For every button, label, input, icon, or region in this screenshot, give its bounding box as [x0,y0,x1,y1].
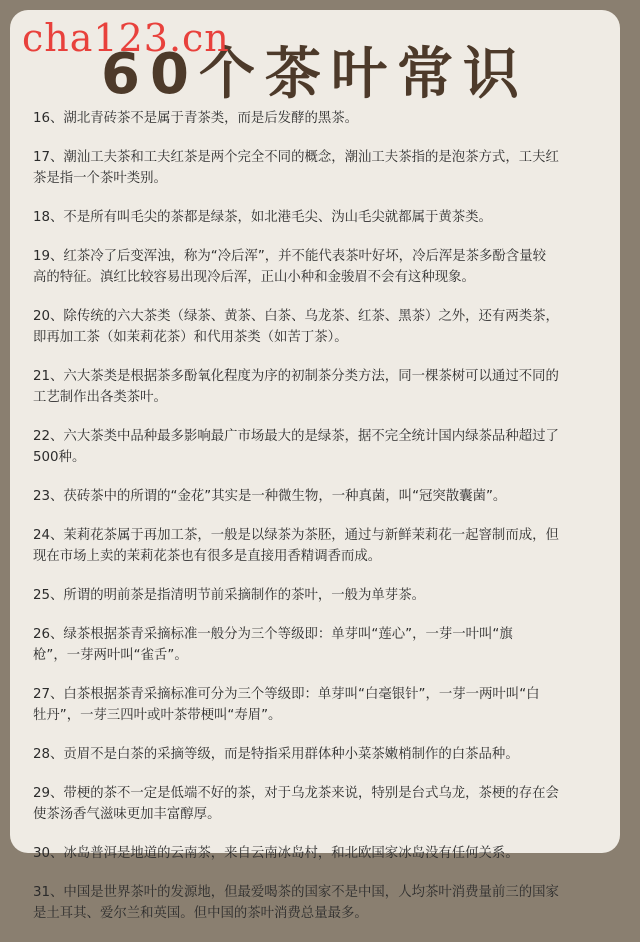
tip-item-23: 23、茯砖茶中的所谓的“金花”其实是一种微生物，一种真菌，叫“冠突散囊菌”。 [33,489,507,504]
tip-item-21: 21、六大茶类是根据茶多酚氧化程度为序的初制茶分类方法，同一棵茶树可以通过不同的 工艺制作出各类茶叶。 [33,369,559,405]
tip-item-16: 16、湖北青砖茶不是属于青茶类，而是后发酵的黑茶。 [33,111,359,126]
tip-item-28: 28、贡眉不是白茶的采摘等级，而是特指采用群体种小菜茶嫩梢制作的白茶品种。 [33,747,519,762]
tip-item-24: 24、茉莉花茶属于再加工茶，一般是以绿茶为茶胚，通过与新鲜茉莉花一起窨制而成，但 现在市场上卖的茉莉花茶也有很多是直接用香精调香而成。 [33,528,559,564]
tip-item-30: 30、冰岛普洱是地道的云南茶，来自云南冰岛村，和北欧国家冰岛没有任何关系。 [33,846,519,861]
tip-item-31: 31、中国是世界茶叶的发源地，但最爱喝茶的国家不是中国，人均茶叶消费量前三的国家 是土耳其、爱尔兰和英国。但中国的茶叶消费总量最多。 [33,885,559,921]
tip-item-25: 25、所谓的明前茶是指清明节前采摘制作的茶叶，一般为单芽茶。 [33,588,425,603]
tip-item-29: 29、带梗的茶不一定是低端不好的茶，对于乌龙茶来说，特别是台式乌龙，茶梗的存在会 使茶汤香气滋味更加丰富醇厚。 [33,786,559,822]
tip-item-18: 18、不是所有叫毛尖的茶都是绿茶，如北港毛尖、沩山毛尖就都属于黄茶类。 [33,210,492,225]
watermark: cha123.cn [22,16,230,60]
page-title: 60个茶叶常识 [101,42,529,107]
tip-item-22: 22、六大茶类中品种最多影响最广市场最大的是绿茶，据不完全统计国内绿茶品种超过了 500种。 [33,429,559,465]
tip-item-26: 26、绿茶根据茶青采摘标准一般分为三个等级即：单芽叫“莲心”，一芽一叶叫“旗 枪”，一芽两叶叫“雀舌”。 [33,627,513,663]
tip-item-17: 17、潮汕工夫茶和工夫红茶是两个完全不同的概念，潮汕工夫茶指的是泡茶方式，工夫红 茶是指一个茶叶类别。 [33,150,559,186]
tip-item-20: 20、除传统的六大茶类（绿茶、黄茶、白茶、乌龙茶、红茶、黑茶）之外，还有两类茶， 即再加工茶（如茉莉花茶）和代用茶类（如苦丁茶）。 [33,309,559,345]
tips-list [33,108,613,942]
tip-item-19: 19、红茶冷了后变浑浊，称为“冷后浑”，并不能代表茶叶好坏，冷后浑是茶多酚含量较 高的特征。滇红比较容易出现冷后浑，正山小种和金骏眉不会有这种现象。 [33,249,546,285]
content-card [10,10,620,921]
tip-item-27: 27、白茶根据茶青采摘标准可分为三个等级即：单芽叫“白毫银针”，一芽一两叶叫“白 牡丹”，一芽三四叶或叶茶带梗叫“寿眉”。 [33,687,540,723]
